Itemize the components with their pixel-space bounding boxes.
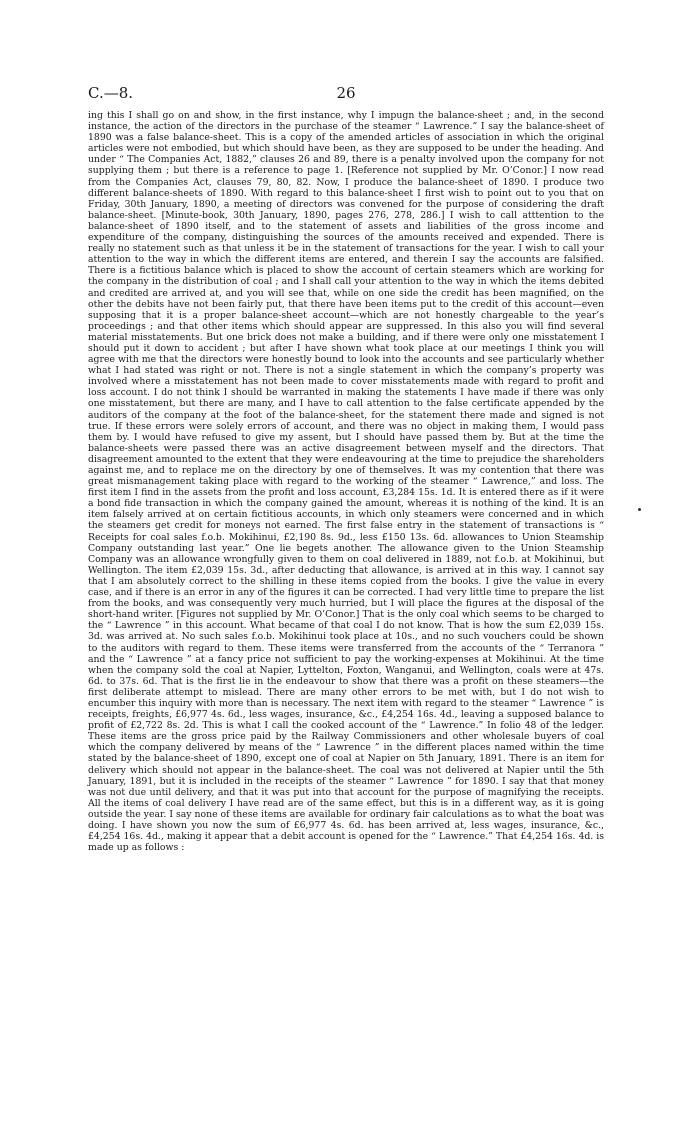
body-text: [88, 110, 604, 853]
page-number: 26: [336, 84, 356, 102]
paragraph: ing this I shall go on and show, in the first instance, why I impugn the balance-sheet ; and, in the second instance, the action of the directors in the purchase of the steamer “ Lawrence.” I say the balance-sheet of 1890 was a false balance-sheet. This is a copy of the amended articles of association in which the original articles were not embodied, but which should have been, as they are supposed to be under the heading. And under “ The Companies Act, 1882,” clauses 26 and 89, there is a penalty involved upon the company for not supplying them ; but there is a reference to page 1. [Reference not supplied by Mr. O’Conor.] I now read from the Companies Act, clauses 79, 80, 82. Now, I produce the balance-sheet of 1890. I produce two different balance-sheets of 1890. With regard to this balance-sheet I first wish to point out to you that on Friday, 30th January, 1890, a meeting of directors was convened for the purpose of considering the draft balance-sheet. [Minute-book, 30th January, 1890, pages 276, 278, 286.] I wish to call atttention to the balance-sheet of 1890 itself, and to the statement of assets and liabilities of the gross income and expenditure of the company, distinguishing the sources of the amounts received and expended. There is really no statement such as that unless it be in the statement of transactions for the year. I wish to call your attention to the way in which the different items are entered, and therein I say the accounts are falsified. There is a fictitious balance which is placed to show the account of certain steamers which are working for the company in the distribution of coal ; and I shall call your attention to the way in which the items debited and credited are arrived at, and you will see that, while on one side the credit has been magnified, on the other the debits have not been fairly put, that there have been items put to the credit of this account—even supposing that it is a proper balance-sheet account—which are not honestly chargeable to the year’s proceedings ; and that other items which should appear are suppressed. In this also you will find several material misstatements. But one brick does not make a building, and if there were only one misstatement I should put it down to accident ; but after I have shown what took place at our meetings I think you will agree with me that the directors were honestly bound to look into the accounts and see particularly whether what I had stated was right or not. There is not a single statement in which the company’s property was involved where a misstatement has not been made to cover misstatements made with regard to profit and loss account. I do not think I should be warranted in making the statements I have made if there was only one misstatement, but there are many, and I have to call attention to the false certificate appended by the auditors of the company at the foot of the balance-sheet, for the statement there made and signed is not true. If these errors were solely errors of account, and there was no object in making them, I would pass them by. I would have refused to give my assent, but I should have passed them by. But at the time the balance-sheets were passed there was an active disagreement between myself and the directors. That disagreement amounted to the extent that they were endeavouring at the time to prejudice the shareholders against me, and to replace me on the directory by one of themselves. It was my contention that there was great mismanagement taking place with regard to the working of the steamer “ Lawrence,” and loss. The first item I find in the assets from the profit and loss account, £3,284 15s. 1d. It is entered there as if it were a bond fide transaction in which the company gained the amount, whereas it is nothing of the kind. It is an item falsely arrived at on certain fictitious accounts, in which only steamers were concerned and in which the steamers get credit for moneys not earned. The first false entry in the statement of transactions is “ Receipts for coal sales f.o.b. Mokihinui, £2,190 8s. 9d., less £150 13s. 6d. allowances to Union Steamship Company outstanding last year.” One lie begets another. The allowance given to the Union Steamship Company was an allowance wrongfully given to them on coal delivered in 1889, not f.o.b. at Mokihinui, but Wellington. The item £2,039 15s. 3d., after deducting that allowance, is arrived at in this way. I cannot say that I am absolutely correct to the shilling in these items copied from the books. I give the value in every case, and if there is an error in any of the figures it can be corrected. I had very little time to prepare the list from the books, and was consequently very much hurried, but I will place the figures at the disposal of the short-hand writer. [Figures not supplied by Mr. O’Conor.] That is the only coal which seems to be charged to the “ Lawrence ” in this account. What became of that coal I do not know. That is how the sum £2,039 15s. 3d. was arrived at. No such sales f.o.b. Mokihinui took place at 10s., and no such vouchers could be shown to the auditors with regard to them. These items were transferred from the accounts of the “ Terranora ” and the “ Lawrence ” at a fancy price not sufficient to pay the working-expenses at Mokihinui. At the time when the company sold the coal at Napier, Lyttelton, Foxton, Wanganui, and Wellington, coals were at 47s. 6d. to 37s. 6d. That is the first lie in the endeavour to show that there was a profit on these steamers—the first deliberate attempt to mislead. There are many other errors to be met with, but I do not wish to encumber this inquiry with more than is necessary. The next item with regard to the steamer “ Lawrence ” is receipts, freights, £6,977 4s. 6d., less wages, insurance, &c., £4,254 16s. 4d., leaving a supposed balance to profit of £2,722 8s. 2d. This is what I call the cooked account of the “ Lawrence.” In folio 48 of the ledger. These items are the gross price paid by the Railway Commissioners and other wholesale buyers of coal which the company delivered by means of the “ Lawrence ” in the different places named within the time stated by the balance-sheet of 1890, except one of coal at Napier on 5th January, 1891. There is an item for delivery which should not appear in the balance-sheet. The coal was not delivered at Napier until the 5th January, 1891, but it is included in the receipts of the steamer “ Lawrence ” for 1890. I say that that money was not due until delivery, and that it was put into that account for the purpose of magnifying the receipts. All the items of coal delivery I have read are of the same effect, but this is in a different way, as it is going outside the year. I say none of these items are available for ordinary fair calculations as to what the boat was doing. I have shown you now the sum of £6,977 4s. 6d. has been arrived at, less wages, insurance, &c., £4,254 16s. 4d., making it appear that a debit account is opened for the “ Lawrence.” That £4,254 16s. 4d. is made up as follows :: [88, 110, 604, 854]
margin-mark: [638, 508, 641, 511]
page-header: [88, 84, 604, 104]
document-reference: C.—8.: [88, 84, 134, 102]
